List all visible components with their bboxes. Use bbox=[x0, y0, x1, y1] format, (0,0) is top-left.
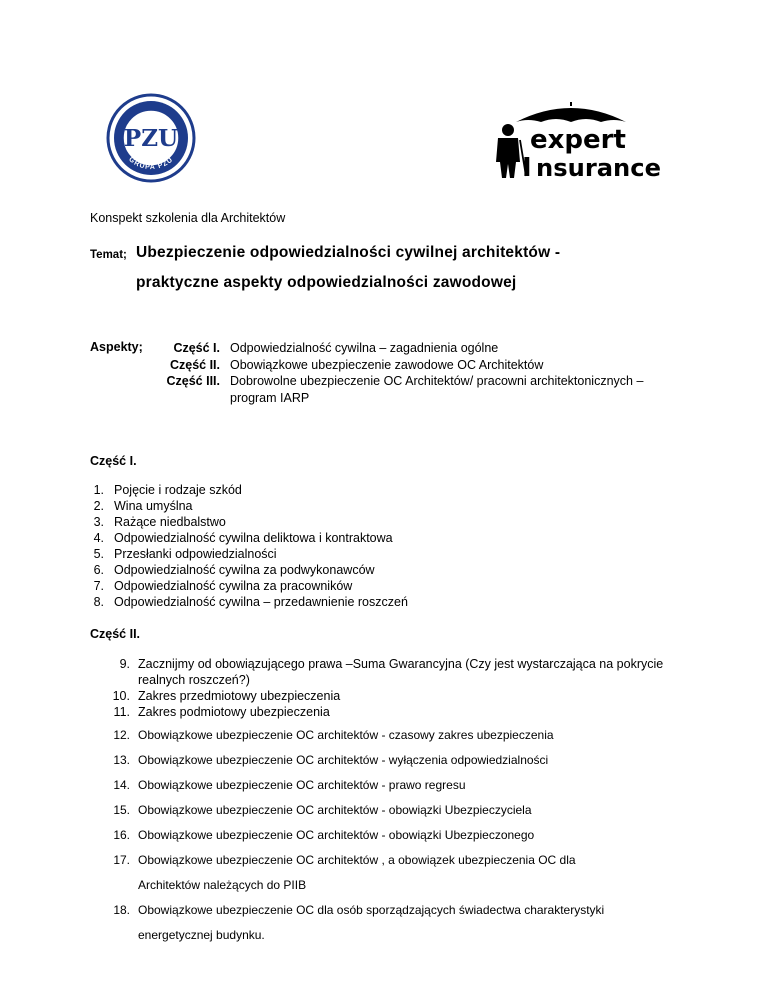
part-desc: Odpowiedzialność cywilna – zagadnienia ogólne bbox=[230, 341, 499, 355]
list-item: 17. Obowiązkowe ubezpieczenie OC architektów , a obowiązek ubezpieczenia OC dla Architektów należących do PIIB bbox=[113, 853, 576, 892]
list-item: 11. Zakres podmiotowy ubezpieczenia bbox=[113, 705, 330, 719]
parts-descriptions bbox=[230, 340, 680, 406]
list-item: 1. Pojęcie i rodzaje szkód bbox=[93, 483, 242, 497]
list-item: 18. Obowiązkowe ubezpieczenie OC dla osób sporządzających świadectwa charakterystyki energetycznej budynku. bbox=[113, 903, 605, 942]
list-item: 13. Obowiązkowe ubezpieczenie OC architektów - wyłączenia odpowiedzialności bbox=[113, 753, 549, 767]
part-desc-cont: program IARP bbox=[230, 390, 310, 405]
insurance-word: nsurance bbox=[536, 154, 661, 180]
part-label: Część II. bbox=[169, 357, 220, 372]
list-item: 5. Przesłanki odpowiedzialności bbox=[93, 547, 277, 561]
part-desc: Dobrowolne ubezpieczenie OC Architektów/ pracowni architektonicznych – bbox=[230, 374, 644, 388]
list-item: 10. Zakres przedmiotowy ubezpieczenia bbox=[112, 689, 341, 703]
part-label: Część I. bbox=[173, 341, 220, 355]
expert-insurance-logo bbox=[486, 100, 666, 180]
temat-title-line1: Ubezpieczenie odpowiedzialności cywilnej architektów - bbox=[136, 244, 561, 261]
insurance-initial: I bbox=[522, 153, 532, 180]
parts-labels bbox=[140, 340, 220, 390]
pzu-logo bbox=[106, 93, 196, 183]
list-item: 7. Odpowiedzialność cywilna za pracowników bbox=[93, 579, 353, 593]
part-desc: Obowiązkowe ubezpieczenie zawodowe OC Architektów bbox=[230, 357, 544, 372]
list-item: 4. Odpowiedzialność cywilna deliktowa i kontraktowa bbox=[93, 531, 393, 545]
temat-title-line2: praktyczne aspekty odpowiedzialności zawodowej bbox=[136, 274, 517, 291]
aspekty-label: Aspekty; bbox=[90, 340, 143, 354]
section1-list bbox=[90, 482, 408, 610]
expert-word: expert bbox=[530, 125, 626, 155]
part-label: Część III. bbox=[166, 374, 220, 388]
section2-title: Część II. bbox=[90, 627, 141, 641]
list-item: 14. Obowiązkowe ubezpieczenie OC architektów - prawo regresu bbox=[113, 778, 466, 792]
temat-label: Temat; bbox=[90, 249, 127, 261]
section1-title: Część I. bbox=[90, 454, 137, 468]
list-item: 8. Odpowiedzialność cywilna – przedawnienie roszczeń bbox=[93, 595, 408, 609]
list-item: 15. Obowiązkowe ubezpieczenie OC architektów - obowiązki Ubezpieczyciela bbox=[113, 803, 532, 817]
pzu-ring-text: GRUPA PZU bbox=[127, 156, 175, 172]
list-item: 12. Obowiązkowe ubezpieczenie OC architektów - czasowy zakres ubezpieczenia bbox=[113, 728, 554, 742]
intro-text: Konspekt szkolenia dla Architektów bbox=[90, 211, 286, 225]
pzu-monogram: PZU bbox=[123, 125, 179, 152]
list-item: 6. Odpowiedzialność cywilna za podwykonawców bbox=[93, 563, 375, 577]
list-item: 9. Zacznijmy od obowiązującego prawa –Suma Gwarancyjna (Czy jest wystarczająca na pokrycie realnych roszczeń?) bbox=[119, 657, 664, 687]
section2-list bbox=[90, 656, 663, 948]
list-item: 3. Rażące niedbalstwo bbox=[93, 515, 226, 529]
list-item: 2. Wina umyślna bbox=[93, 499, 193, 513]
list-item: 16. Obowiązkowe ubezpieczenie OC architektów - obowiązki Ubezpieczonego bbox=[113, 828, 535, 842]
